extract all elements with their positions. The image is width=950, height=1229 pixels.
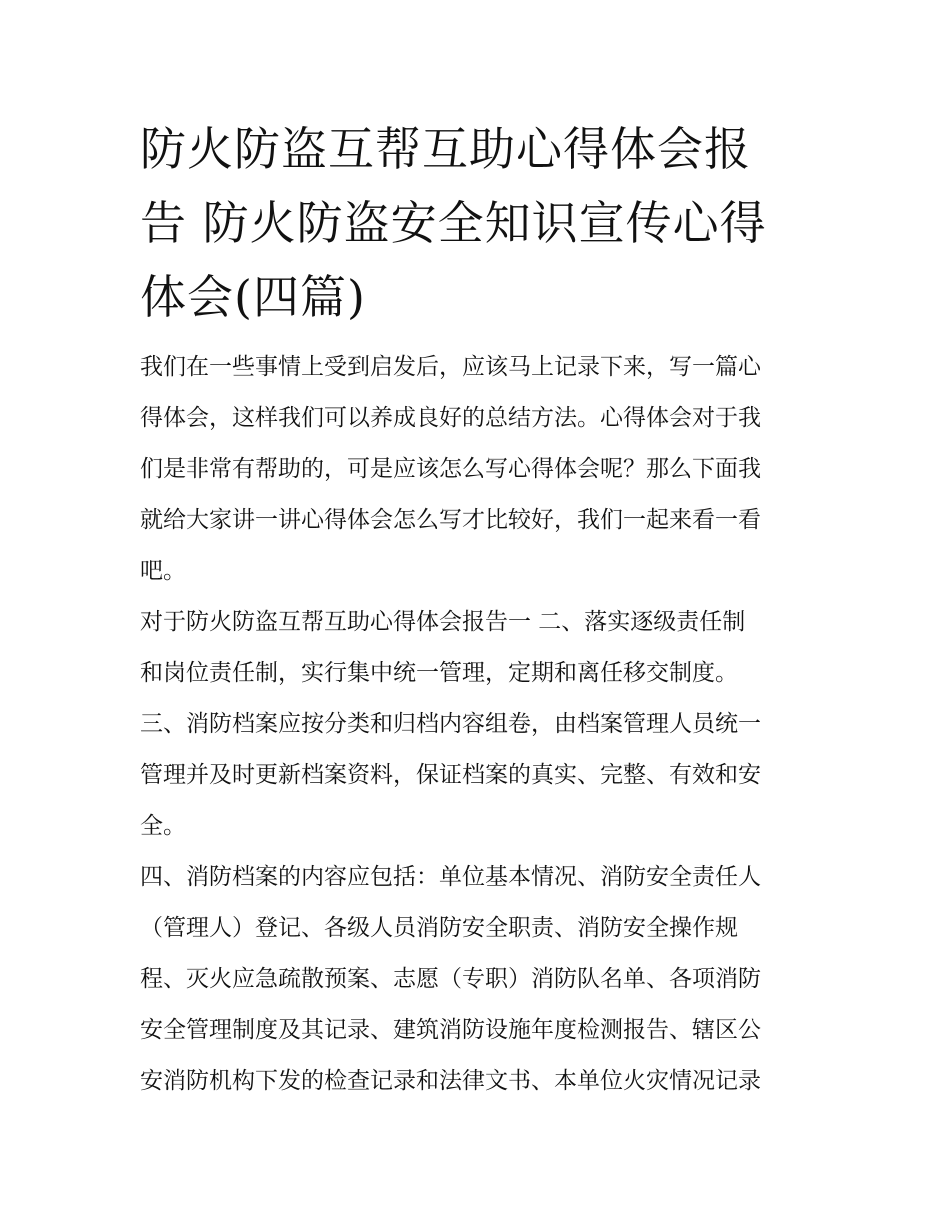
text-line: （管理人）登记、各级人员消防安全职责、消防安全操作规: [140, 915, 738, 941]
intro-paragraph: [140, 342, 812, 597]
title-line: 告 防火防盗安全知识宣传心得: [140, 196, 767, 250]
paragraph-list: [140, 342, 812, 1107]
text-line: 对于防火防盗互帮互助心得体会报告一 二、落实逐级责任制: [140, 609, 746, 635]
text-line: 管理并及时更新档案资料，保证档案的真实、完整、有效和安: [140, 762, 761, 788]
text-line: 全。: [140, 813, 186, 839]
text-line: 们是非常有帮助的，可是应该怎么写心得体会呢？那么下面我: [140, 456, 761, 482]
text-line: 安消防机构下发的检查记录和法律文书、本单位火灾情况记录: [140, 1068, 761, 1094]
text-line: 我们在一些事情上受到启发后，应该马上记录下来，写一篇心: [140, 354, 761, 380]
title-line: 体会(四篇): [140, 270, 366, 324]
text-line: 安全管理制度及其记录、建筑消防设施年度检测报告、辖区公: [140, 1017, 761, 1043]
text-line: 和岗位责任制，实行集中统一管理，定期和离任移交制度。: [140, 660, 738, 686]
section-paragraph: [140, 852, 812, 1107]
document-title: [140, 112, 812, 334]
section-paragraph: [140, 597, 812, 699]
text-line: 就给大家讲一讲心得体会怎么写才比较好，我们一起来看一看: [140, 507, 761, 533]
text-line: 程、灭火应急疏散预案、志愿（专职）消防队名单、各项消防: [140, 966, 761, 992]
text-line: 三、消防档案应按分类和归档内容组卷，由档案管理人员统一: [140, 711, 761, 737]
document-body: [140, 112, 812, 1107]
text-line: 得体会，这样我们可以养成良好的总结方法。心得体会对于我: [140, 405, 761, 431]
title-line: 防火防盗互帮互助心得体会报: [140, 122, 751, 176]
section-paragraph: [140, 699, 812, 852]
text-line: 吧。: [140, 558, 186, 584]
text-line: 四、消防档案的内容应包括：单位基本情况、消防安全责任人: [140, 864, 761, 890]
